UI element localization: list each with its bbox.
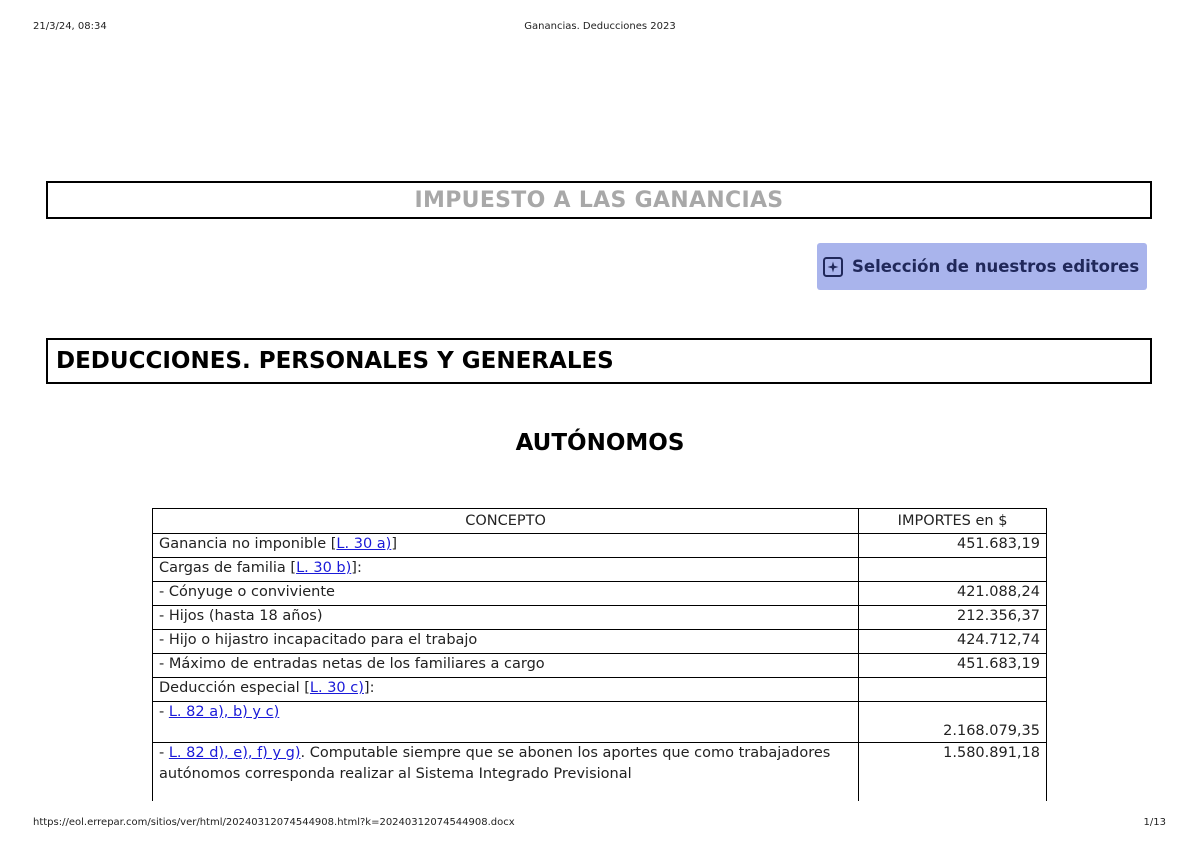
table-row (153, 558, 1047, 582)
main-title: IMPUESTO A LAS GANANCIAS (414, 187, 784, 213)
print-header-datetime: 21/3/24, 08:34 (33, 21, 107, 32)
concept-cell (153, 558, 859, 582)
print-footer-page-number: 1/13 (1143, 817, 1166, 828)
concept-cell (153, 743, 859, 802)
main-title-box (46, 181, 1152, 219)
table-header-row (153, 509, 1047, 534)
concept-text: Deducción especial [ (159, 680, 310, 696)
table-row (153, 534, 1047, 558)
concept-cell: - Hijos (hasta 18 años) (153, 606, 859, 630)
section-title-box (46, 338, 1152, 384)
concept-cell (153, 702, 859, 743)
amount-cell: 451.683,19 (859, 654, 1047, 678)
law-link[interactable]: L. 30 c) (309, 680, 364, 696)
column-header-concept: CONCEPTO (153, 509, 859, 534)
table-row (153, 606, 1047, 630)
table-row (153, 678, 1047, 702)
amount-cell: 212.356,37 (859, 606, 1047, 630)
concept-text: - (159, 745, 169, 761)
concept-cell: - Máximo de entradas netas de los familiares a cargo (153, 654, 859, 678)
table-row (153, 582, 1047, 606)
editors-selection-label: Selección de nuestros editores (852, 257, 1140, 276)
concept-text: Cargas de familia [ (159, 560, 297, 576)
subtitle: AUTÓNOMOS (515, 430, 685, 456)
table-row (153, 654, 1047, 678)
amount-cell: 2.168.079,35 (859, 702, 1047, 743)
law-link[interactable]: L. 30 b) (296, 560, 352, 576)
amount-cell (859, 558, 1047, 582)
concept-cell (153, 678, 859, 702)
table-row (153, 743, 1047, 802)
concept-cell: - Cónyuge o conviviente (153, 582, 859, 606)
concept-cell (153, 534, 859, 558)
table-row (153, 702, 1047, 743)
concept-text: ]: (363, 680, 375, 696)
concept-text: - (159, 704, 169, 720)
concept-text: Ganancia no imponible [ (159, 536, 337, 552)
law-link[interactable]: L. 30 a) (336, 536, 392, 552)
law-link[interactable]: L. 82 d), e), f) y g) (168, 745, 301, 761)
table-row (153, 630, 1047, 654)
concept-cell: - Hijo o hijastro incapacitado para el trabajo (153, 630, 859, 654)
concept-text: ]: (351, 560, 362, 576)
section-title: DEDUCCIONES. PERSONALES Y GENERALES (56, 348, 614, 374)
editors-selection-button[interactable] (817, 243, 1147, 290)
print-header-title: Ganancias. Deducciones 2023 (524, 21, 676, 32)
concept-text: . Computable siempre que se abonen los aportes que como trabajadores autónomos corresponda realizar al Sistema Integrado Previsional (159, 745, 831, 782)
amount-cell: 424.712,74 (859, 630, 1047, 654)
amount-cell: 421.088,24 (859, 582, 1047, 606)
amount-cell: 1.580.891,18 (859, 743, 1047, 802)
amount-cell (859, 678, 1047, 702)
column-header-amount: IMPORTES en $ (859, 509, 1047, 534)
amount-cell: 451.683,19 (859, 534, 1047, 558)
sparkle-bookmark-icon (822, 256, 844, 278)
law-link[interactable]: L. 82 a), b) y c) (168, 704, 280, 720)
print-footer-url: https://eol.errepar.com/sitios/ver/html/20240312074544908.html?k=20240312074544908.docx (33, 817, 515, 828)
concept-text: ] (391, 536, 397, 552)
deductions-table (152, 508, 1047, 801)
